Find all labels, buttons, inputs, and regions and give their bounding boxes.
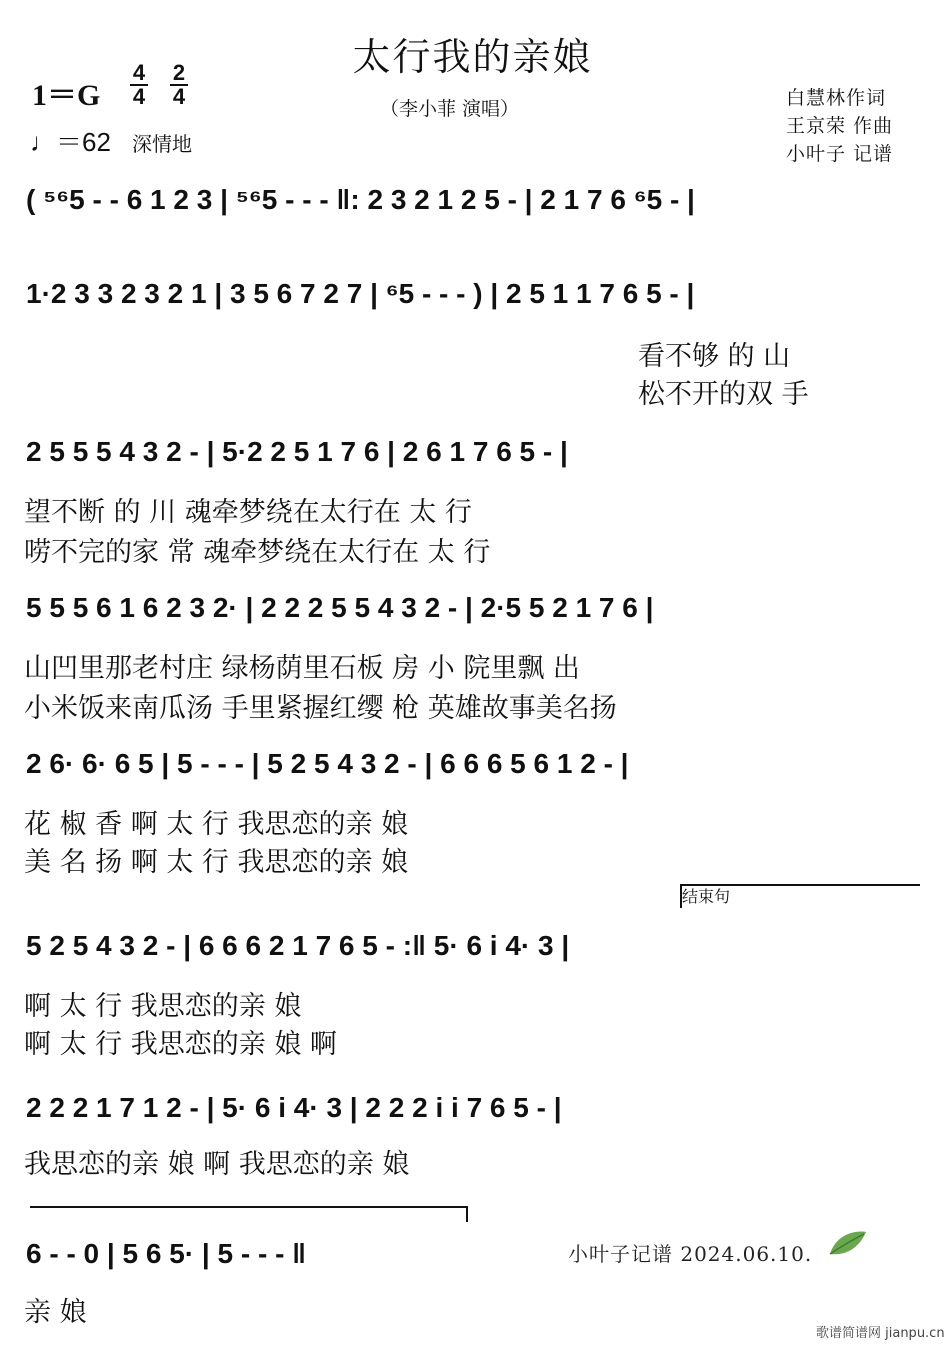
lyric-line: 亲 娘 xyxy=(24,1297,87,1328)
lyric-line: 美 名 扬 啊 太 行 我思恋的亲 娘 xyxy=(24,847,409,878)
notation-system-8: 6 - - 0 | 5 6 5· | 5 - - - ‖ xyxy=(26,1238,307,1269)
singer-subtitle: （李小菲 演唱） xyxy=(380,98,520,120)
lyric-line: 啊 太 行 我思恋的亲 娘 啊 xyxy=(24,1029,337,1060)
lyric-line: 唠不完的家 常 魂牵梦绕在太行在 太 行 xyxy=(24,537,491,568)
key-signature: 1＝G xyxy=(32,79,101,112)
time-sig-top: 4 xyxy=(132,60,146,85)
final-bracket xyxy=(30,1206,468,1222)
lyric-line: 我思恋的亲 娘 啊 我思恋的亲 娘 xyxy=(24,1149,410,1180)
notation-system-1: ( ⁵⁶5 - - 6 1 2 3 | ⁵⁶5 - - - ‖: 2 3 2 1 2 5 - | 2 1 7 6 ⁶5 - | xyxy=(26,184,695,215)
lyric-line: 望不断 的 川 魂牵梦绕在太行在 太 行 xyxy=(24,497,472,528)
transcriber-credit: 小叶子 记谱 xyxy=(786,143,894,165)
site-watermark: 歌谱简谱网 jianpu.cn xyxy=(816,1326,945,1341)
time-sig-top: 2 xyxy=(172,60,186,85)
notation-system-3: 2 5 5 5 4 3 2 - | 5·2 2 5 1 7 6 | 2 6 1 7 6 5 - | xyxy=(26,436,568,467)
credits xyxy=(786,84,893,168)
notation-system-2: 1·2 3 3 2 3 2 1 | 3 5 6 7 2 7 | ⁶5 - - - ) | 2 5 1 1 7 6 5 - | xyxy=(26,278,695,309)
notation-system-4: 5 5 5 6 1 6 2 3 2· | 2 2 2 5 5 4 3 2 - | 2·5 5 2 1 7 6 | xyxy=(26,592,654,623)
lyric-line: 松不开的双 手 xyxy=(638,379,809,410)
notation-system-7: 2 2 2 1 7 1 2 - | 5· 6 i 4· 3 | 2 2 2 i i 7 6 5 - | xyxy=(26,1092,562,1123)
ending-label: 结束句 xyxy=(682,887,731,906)
lyric-line: 山凹里那老村庄 绿杨荫里石板 房 小 院里飘 出 xyxy=(24,653,580,684)
lyric-line: 花 椒 香 啊 太 行 我思恋的亲 娘 xyxy=(24,809,409,840)
expression-marking: 深情地 xyxy=(132,132,192,156)
time-signature-4-4 xyxy=(130,62,148,108)
time-sig-bottom: 4 xyxy=(172,84,186,109)
composer-credit: 王京荣 作曲 xyxy=(786,115,894,137)
lyric-line: 看不够 的 山 xyxy=(638,341,791,372)
notation-system-6: 5 2 5 4 3 2 - | 6 6 6 2 1 7 6 5 - :‖ 5· 6 i 4· 3 | xyxy=(26,930,570,961)
time-sig-bottom: 4 xyxy=(132,84,146,109)
notation-system-5: 2 6· 6· 6 5 | 5 - - - | 5 2 5 4 3 2 - | 6 6 6 5 6 1 2 - | xyxy=(26,748,629,779)
lyricist-credit: 白慧林作词 xyxy=(786,87,887,109)
song-title: 太行我的亲娘 xyxy=(352,35,593,79)
transcriber-signature: 小叶子记谱 2024.06.10. xyxy=(568,1242,813,1266)
lyric-line: 啊 太 行 我思恋的亲 娘 xyxy=(24,991,302,1022)
tempo-marking: ♩＝62 xyxy=(30,127,111,157)
time-signature-2-4 xyxy=(170,62,188,108)
lyric-line: 小米饭来南瓜汤 手里紧握红缨 枪 英雄故事美名扬 xyxy=(24,693,617,724)
leaf-icon xyxy=(826,1228,870,1262)
